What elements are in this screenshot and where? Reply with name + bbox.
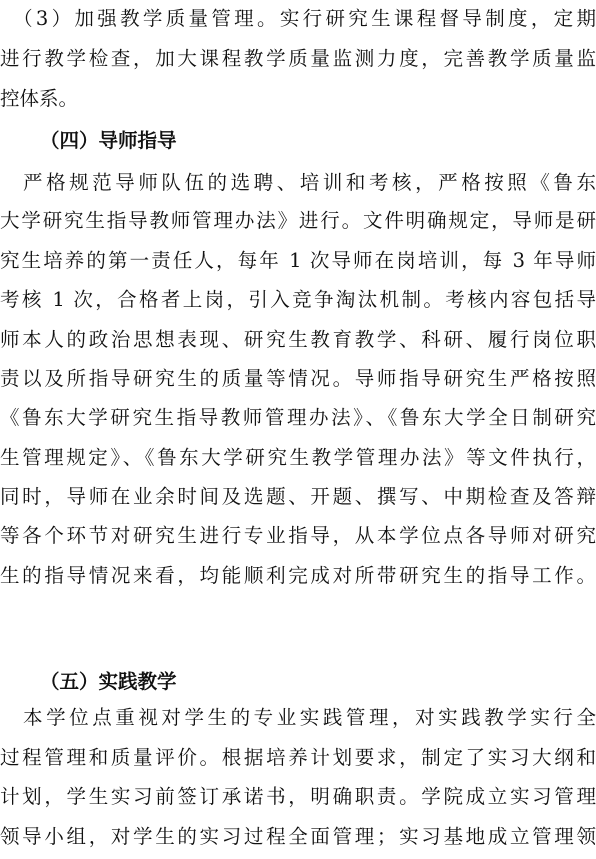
- paragraph-line: 严格规范导师队伍的选聘、培训和考核，严格按照《鲁东: [0, 171, 596, 194]
- paragraph-line: 进行教学检查，加大课程教学质量监测力度，完善教学质量监: [0, 47, 596, 70]
- paragraph-line: 等各个环节对研究生进行专业指导，从本学位点各导师对研究: [0, 524, 596, 547]
- paragraph-line: 领导小组，对学生的实习过程全面管理；实习基地成立管理领: [0, 825, 596, 848]
- paragraph-line: 《鲁东大学研究生指导教师管理办法》、《鲁东大学全日制研究: [0, 406, 596, 429]
- paragraph-line: 计划，学生实习前签订承诺书，明确职责。学院成立实习管理: [0, 785, 596, 808]
- section-heading-4: （四）导师指导: [40, 129, 177, 152]
- paragraph-line: 控体系。: [0, 87, 79, 110]
- paragraph-line: 师本人的政治思想表现、研究生教育教学、科研、履行岗位职: [0, 328, 596, 351]
- paragraph-line: 本学位点重视对学生的专业实践管理，对实践教学实行全: [0, 706, 596, 729]
- paragraph-line: 生的指导情况来看，均能顺利完成对所带研究生的指导工作。: [0, 564, 596, 587]
- paragraph-line: 考核 1 次，合格者上岗，引入竞争淘汰机制。考核内容包括导: [0, 288, 596, 311]
- paragraph-line: 过程管理和质量评价。根据培养计划要求，制定了实习大纲和: [0, 746, 596, 769]
- paragraph-line: 大学研究生指导教师管理办法》进行。文件明确规定，导师是研: [0, 209, 596, 232]
- paragraph-line: 同时，导师在业余时间及选题、开题、撰写、中期检查及答辩: [0, 485, 596, 508]
- paragraph-line: 究生培养的第一责任人，每年 1 次导师在岗培训，每 3 年导师: [0, 249, 596, 272]
- paragraph-line: 生管理规定》、《鲁东大学研究生教学管理办法》等文件执行，: [0, 446, 596, 469]
- section-heading-5: （五）实践教学: [40, 670, 177, 693]
- paragraph-line: （3）加强教学质量管理。实行研究生课程督导制度，定期: [0, 7, 596, 30]
- paragraph-line: 责以及所指导研究生的质量等情况。导师指导研究生严格按照: [0, 367, 596, 390]
